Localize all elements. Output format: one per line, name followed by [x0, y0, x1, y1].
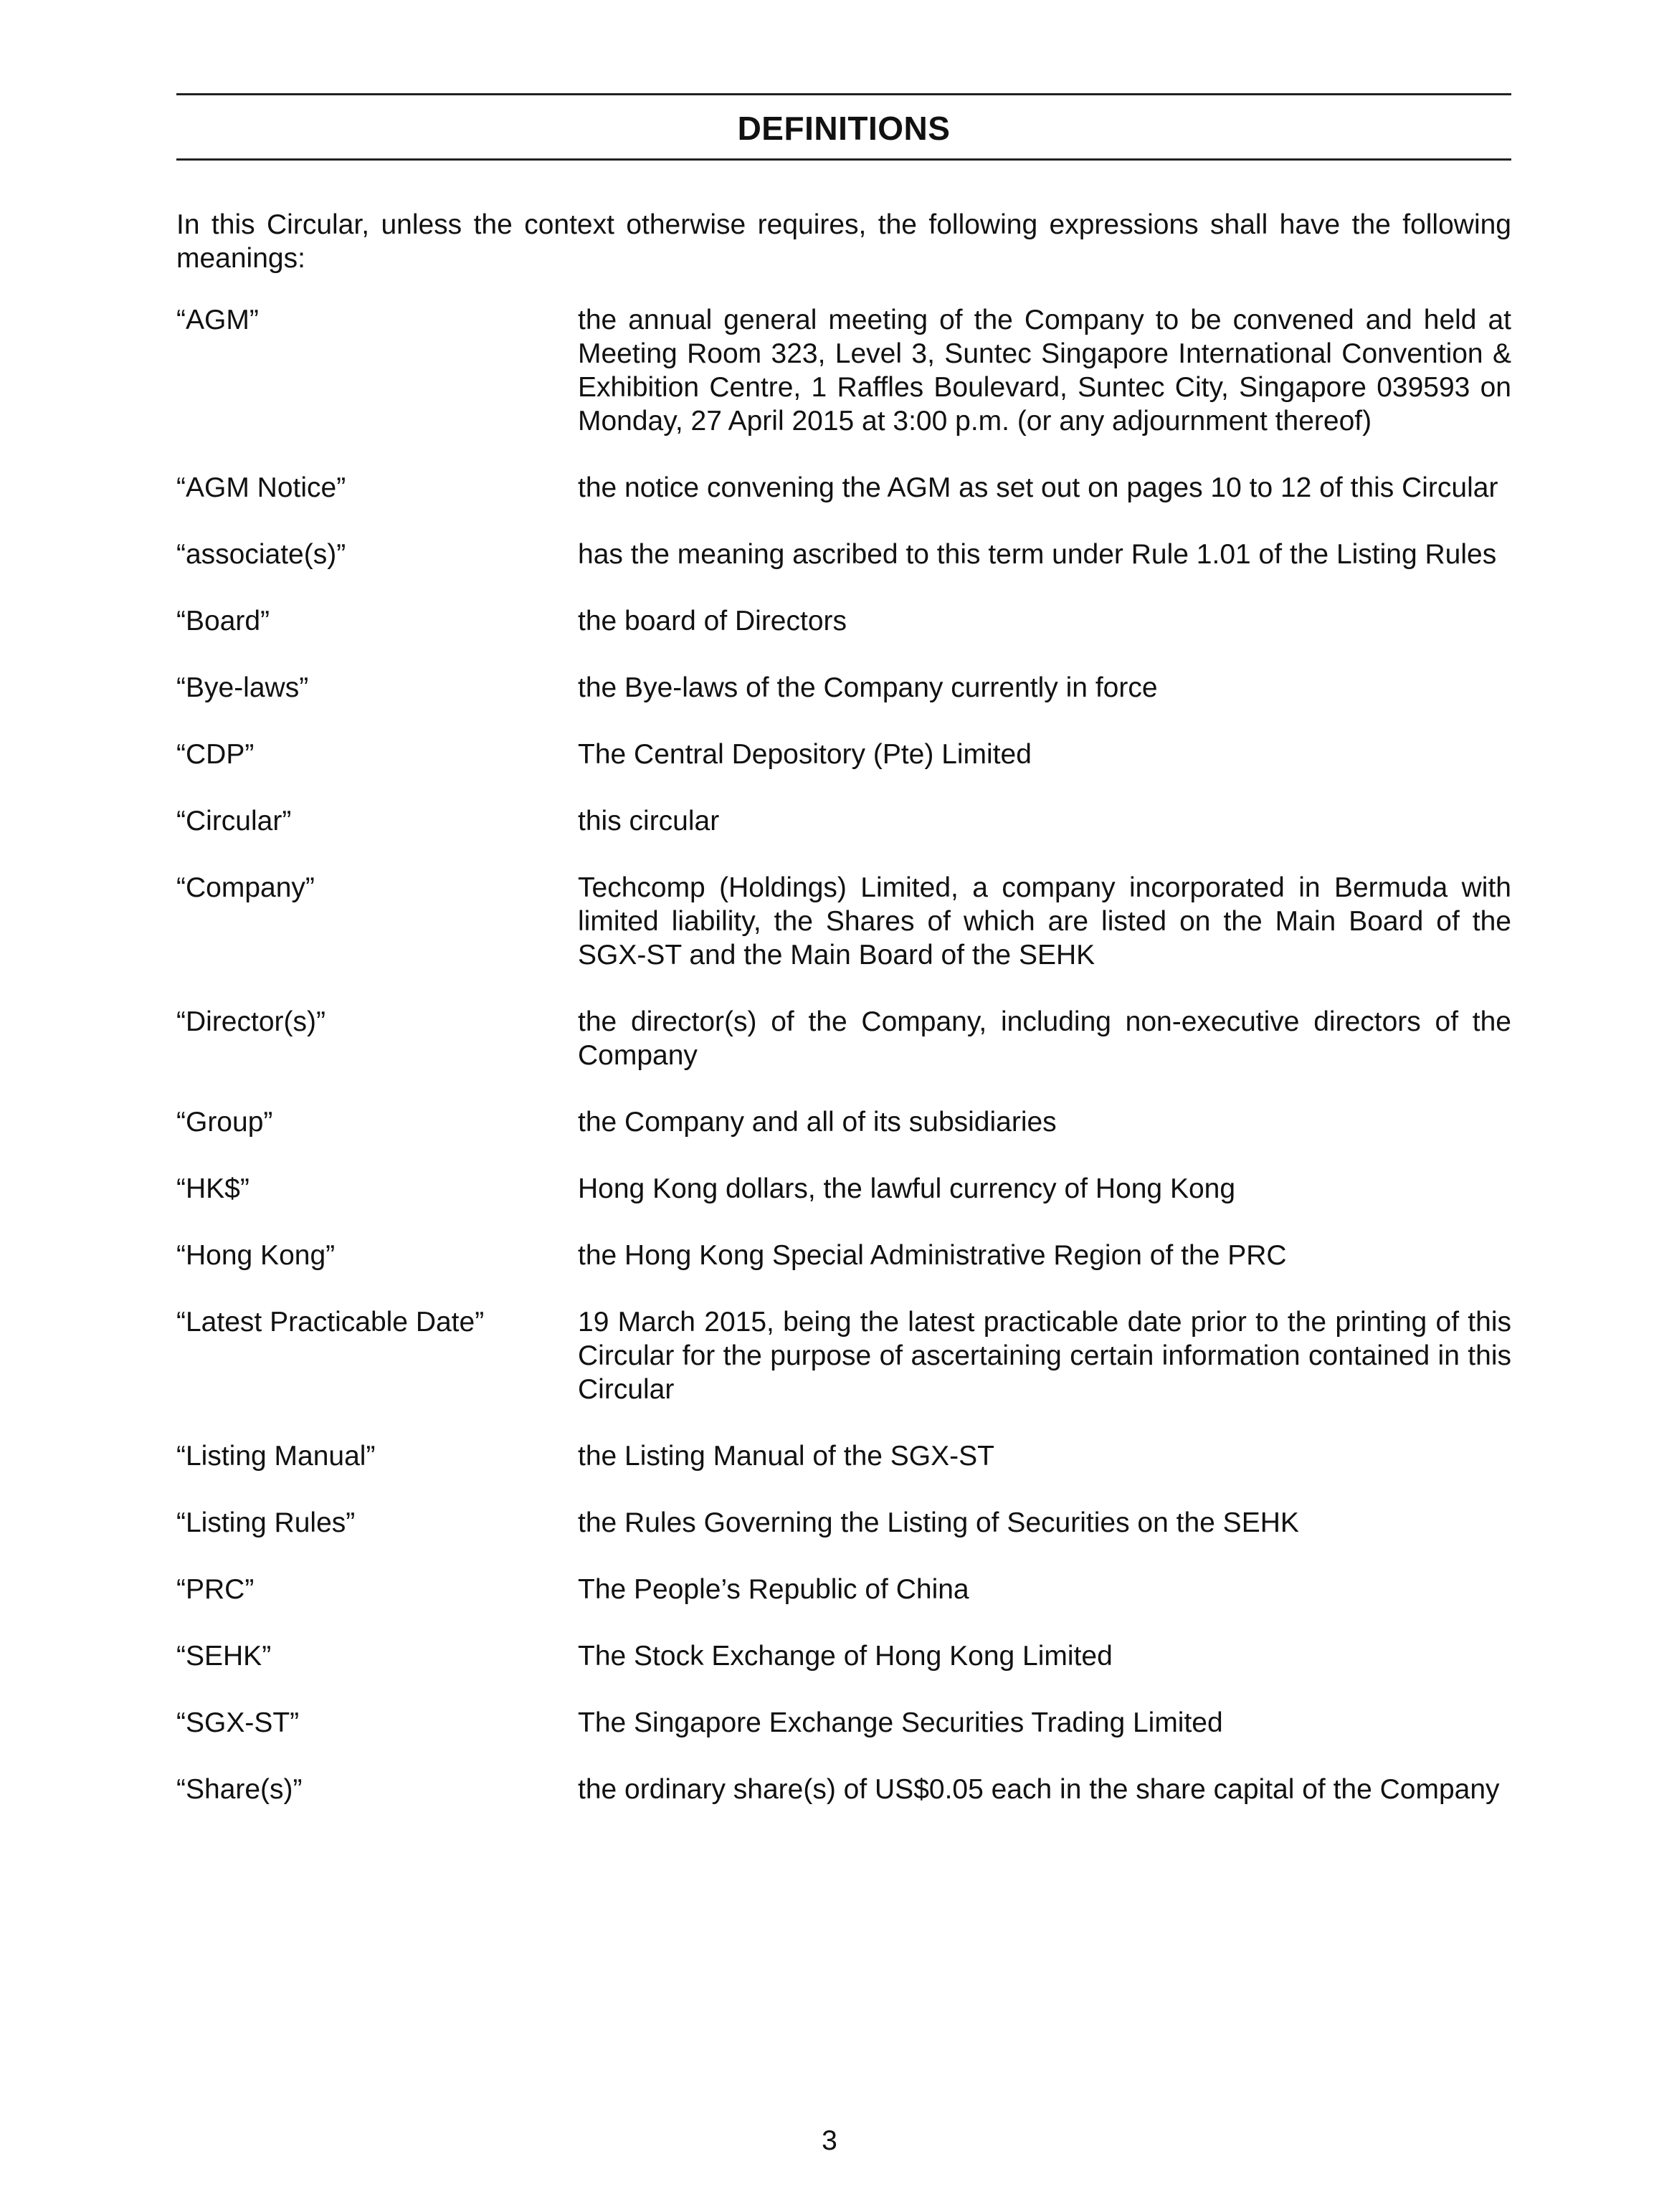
definition-term: “associate(s)” — [176, 539, 346, 570]
definition-row — [176, 738, 1511, 771]
definition-meaning: the director(s) of the Company, including non-executive directors of the Company — [578, 1006, 1511, 1071]
definition-term: “AGM” — [176, 305, 259, 335]
definition-meaning: 19 March 2015, being the latest practicable date prior to the printing of this Circular for the purpose of ascertaining certain information contained in this Circular — [578, 1307, 1511, 1405]
definition-row — [176, 1105, 1511, 1139]
definition-term: “Latest Practicable Date” — [176, 1307, 485, 1338]
definition-meaning: The Singapore Exchange Securities Trading Limited — [578, 1707, 1223, 1738]
definition-meaning: the Hong Kong Special Administrative Region of the PRC — [578, 1240, 1287, 1271]
definition-meaning: has the meaning ascribed to this term under Rule 1.01 of the Listing Rules — [578, 539, 1497, 570]
definition-row — [176, 303, 1511, 438]
definition-row — [176, 1506, 1511, 1540]
definition-term: “Company” — [176, 872, 315, 903]
definition-row — [176, 1005, 1511, 1072]
definition-term: “Listing Rules” — [176, 1507, 356, 1538]
definition-row — [176, 804, 1511, 838]
definition-meaning: the annual general meeting of the Company to be convened and held at Meeting Room 323, Level 3, Suntec Singapore International Convention & Exhibition Centre, 1 Raffles Boulevard, Suntec City, Singapore 039593 on Monday, 27 April 2015 at 3:00 p.m. (or any adjournment thereof) — [578, 305, 1511, 437]
definition-meaning: the Rules Governing the Listing of Securities on the SEHK — [578, 1507, 1299, 1538]
definition-meaning: the Bye-laws of the Company currently in force — [578, 672, 1158, 703]
definition-term: “AGM Notice” — [176, 472, 346, 503]
definition-term: “Group” — [176, 1107, 273, 1138]
definition-term: “SEHK” — [176, 1641, 272, 1672]
definition-term: “Listing Manual” — [176, 1441, 376, 1472]
definition-term: “Circular” — [176, 806, 292, 836]
definition-term: “Director(s)” — [176, 1006, 325, 1037]
heading-underline-rule — [176, 158, 1511, 161]
definition-meaning: The Central Depository (Pte) Limited — [578, 739, 1032, 770]
definition-meaning: the Company and all of its subsidiaries — [578, 1107, 1057, 1138]
definition-row — [176, 538, 1511, 571]
definition-term: “Bye-laws” — [176, 672, 309, 703]
page-number: 3 — [822, 2125, 837, 2156]
definition-term: “HK$” — [176, 1173, 249, 1204]
definition-row — [176, 1239, 1511, 1272]
definition-row — [176, 604, 1511, 638]
definition-row — [176, 1305, 1511, 1406]
definitions-list — [176, 303, 1511, 1806]
definition-row — [176, 471, 1511, 505]
definition-meaning: this circular — [578, 806, 720, 836]
definition-meaning: Techcomp (Holdings) Limited, a company incorporated in Bermuda with limited liability, the Shares of which are listed on the Main Board of the SGX-ST and the Main Board of the SEHK — [578, 872, 1511, 971]
definition-term: “CDP” — [176, 739, 255, 770]
definition-meaning: The People’s Republic of China — [578, 1574, 969, 1605]
definition-meaning: the notice convening the AGM as set out on pages 10 to 12 of this Circular — [578, 472, 1498, 503]
definition-row — [176, 1706, 1511, 1740]
definition-meaning: the board of Directors — [578, 606, 847, 637]
definition-meaning: the Listing Manual of the SGX-ST — [578, 1441, 994, 1472]
definition-term: “Share(s)” — [176, 1774, 303, 1805]
definition-row — [176, 671, 1511, 705]
page-title: DEFINITIONS — [737, 110, 951, 147]
document-page — [176, 93, 1511, 1806]
definition-row — [176, 871, 1511, 972]
definition-term: “Board” — [176, 606, 270, 637]
intro-paragraph: In this Circular, unless the context otherwise requires, the following expressions shall have the following meanings: — [176, 209, 1511, 274]
definition-row — [176, 1639, 1511, 1673]
definition-meaning: Hong Kong dollars, the lawful currency of Hong Kong — [578, 1173, 1236, 1204]
definition-row — [176, 1172, 1511, 1206]
definition-row — [176, 1773, 1511, 1806]
definition-row — [176, 1573, 1511, 1606]
definition-term: “PRC” — [176, 1574, 255, 1605]
definition-meaning: the ordinary share(s) of US$0.05 each in the share capital of the Company — [578, 1774, 1500, 1805]
definition-meaning: The Stock Exchange of Hong Kong Limited — [578, 1641, 1113, 1672]
definition-term: “SGX-ST” — [176, 1707, 300, 1738]
definition-term: “Hong Kong” — [176, 1240, 336, 1271]
definition-row — [176, 1439, 1511, 1473]
